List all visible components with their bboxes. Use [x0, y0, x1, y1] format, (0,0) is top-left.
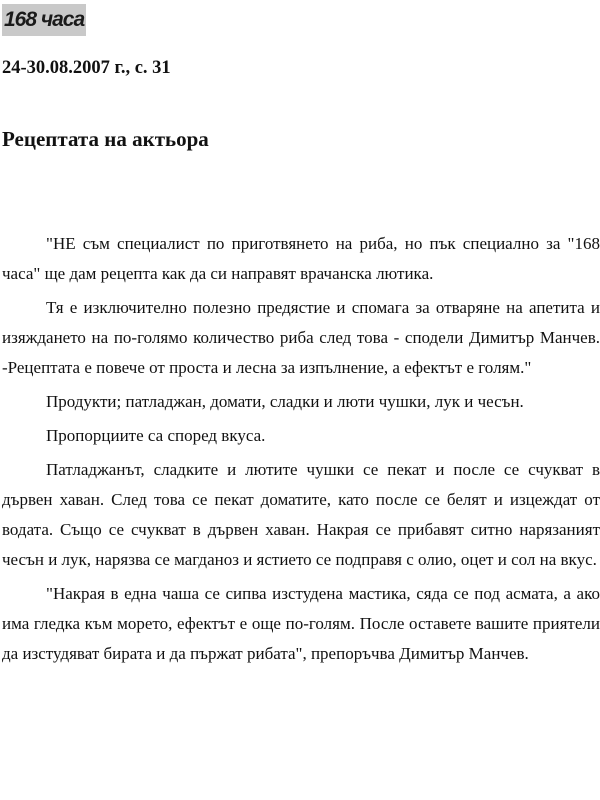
- article-title: Рецептата на актьора: [2, 127, 209, 151]
- article-body: [2, 229, 600, 673]
- article-paragraph: Тя е изключително полезно предястие и спомага за отваряне на апетита и изяждането на по-голямо количество риба след това - сподели Димитър Манчев. -Рецептата е повече от проста и лесна за изпълнение, а ефектът е голям.": [2, 298, 600, 377]
- newspaper-logo: [2, 4, 86, 36]
- newspaper-logo-text: 168 часа: [4, 8, 85, 31]
- article-paragraph: Пропорциите са според вкуса.: [46, 426, 266, 445]
- article-paragraph: "Накрая в една чаша се сипва изстудена мастика, сяда се под асмата, а ако има гледка към морето, ефектът е още по-голям. После оставете вашите приятели да изстудяват бирата и да пържат рибата", препоръчва Димитър Манчев.: [2, 584, 600, 663]
- article-paragraph: Продукти; патладжан, домати, сладки и люти чушки, лук и чесън.: [46, 392, 524, 411]
- article-paragraph: Патладжанът, сладките и лютите чушки се пекат и после се счукват в дървен хаван. След това се пекат доматите, като после се белят и изцеждат от водата. Също се счукват в дървен хаван. Накрая се прибавят ситно нарязаният чесън и лук, нарязва се магданоз и ястието се подправя с олио, оцет и сол на вкус.: [2, 460, 600, 569]
- article-paragraph: "НЕ съм специалист по приготвянето на риба, но пък специално за "168 часа" ще дам рецепта как да си направят врачанска лютика.: [2, 234, 600, 283]
- publication-dateline: 24-30.08.2007 г., с. 31: [2, 58, 171, 78]
